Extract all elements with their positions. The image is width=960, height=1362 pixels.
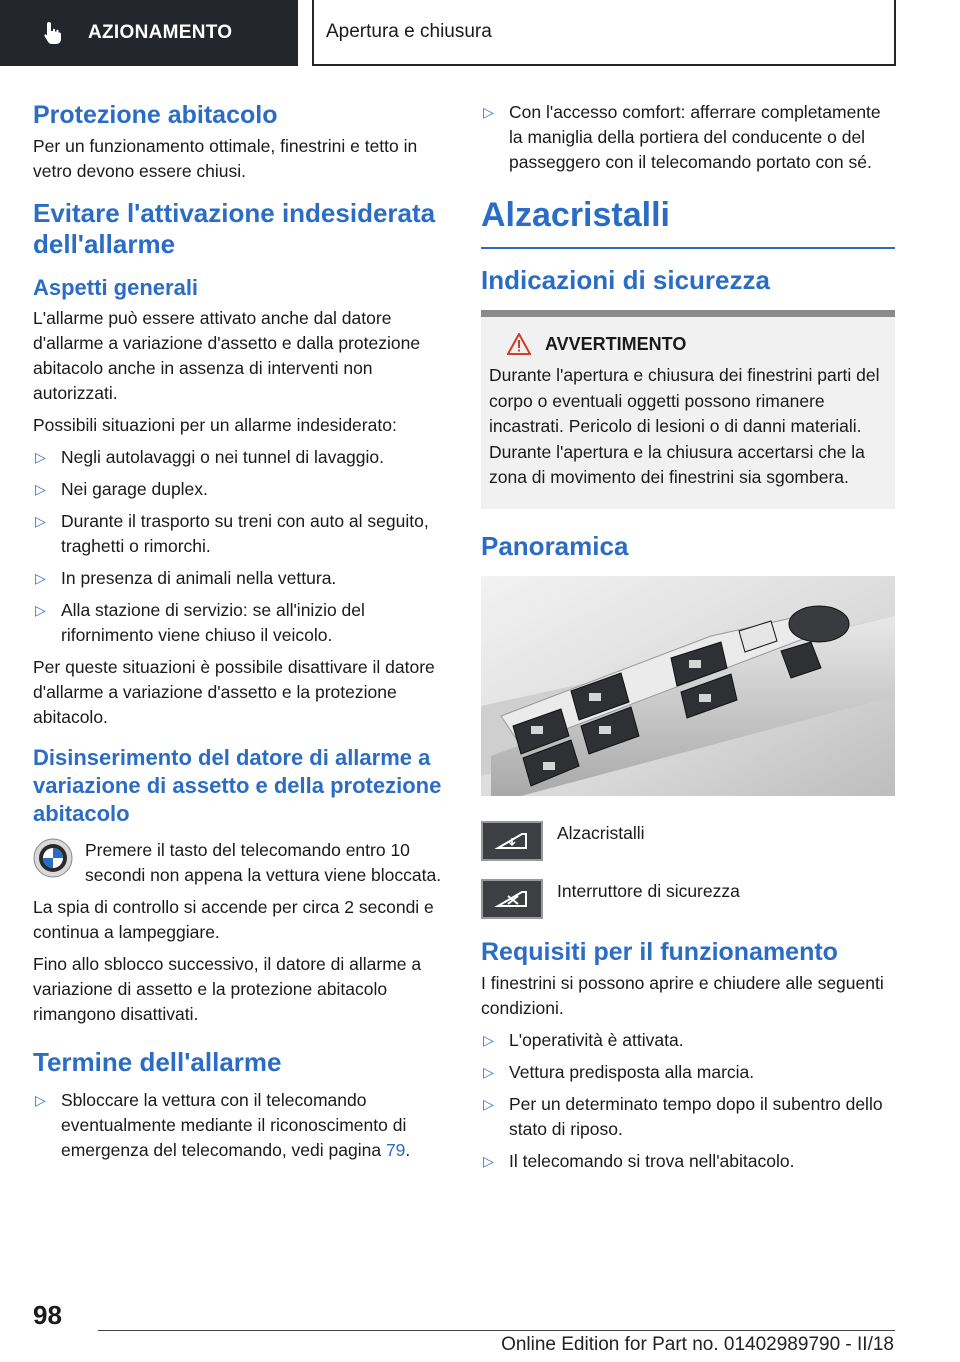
heading-requisiti: Requisiti per il funzionamento — [481, 937, 838, 966]
heading-sicurezza: Indicazioni di sicurezza — [481, 265, 770, 295]
list-item: ▷ Sbloccare la vettura con il telecomando eventualmente mediante il riconoscimento di emergenza del telecomando, vedi pagina 79. — [35, 1090, 411, 1160]
list-item: ▷ L'operatività è attivata. — [481, 1028, 895, 1053]
footer-rule — [98, 1330, 895, 1331]
situations-list — [33, 445, 447, 648]
heading-termine: Termine dell'allarme — [33, 1047, 282, 1077]
triangle-bullet-icon: ▷ — [483, 1095, 494, 1112]
bmw-remote-button-icon — [33, 838, 73, 878]
list-item: ▷ Durante il trasporto su treni con auto al seguito, traghetti o rimorchi. — [35, 511, 429, 556]
heading-evitare: Evitare l'attivazione indesiderata dell'allarme — [33, 198, 436, 259]
triangle-bullet-icon: ▷ — [35, 449, 46, 465]
paragraph: Fino allo sblocco successivo, il datore di allarme a variazione di assetto e la protezione abitacolo rimangono disattivati. — [33, 954, 422, 1024]
conditions-list — [481, 1028, 895, 1174]
paragraph: Per un funzionamento ottimale, finestrini e tetto in vetro devono essere chiusi. — [33, 136, 418, 181]
paragraph: L'allarme può essere attivato anche dal datore d'allarme a variazione d'assetto e dalla protezione abitacolo anche in assenza di interventi non autorizzati. — [33, 308, 421, 403]
heading-rule — [481, 247, 895, 249]
triangle-bullet-icon: ▷ — [483, 1031, 494, 1048]
triangle-bullet-icon: ▷ — [35, 1092, 46, 1108]
list-item: ▷ Vettura predisposta alla marcia. — [481, 1060, 895, 1085]
paragraph: La spia di controllo si accende per circa 2 secondi e continua a lampeggiare. — [33, 897, 434, 942]
heading-disinserimento: Disinserimento del datore di allarme a variazione di assetto e della protezione abitacolo — [33, 745, 442, 826]
warning-text: Durante l'apertura e la chiusura accertarsi che la zona di movimento dei finestrini sia sgombera. — [489, 441, 865, 487]
hand-pointer-icon — [40, 20, 66, 46]
topic-tab — [312, 0, 896, 66]
triangle-bullet-icon: ▷ — [35, 513, 46, 529]
paragraph: Premere il tasto del telecomando entro 10 secondi non appena la vettura viene bloccata. — [85, 840, 442, 885]
paragraph: Possibili situazioni per un allarme indesiderato: — [33, 415, 397, 435]
legend-label: Alzacristalli — [557, 822, 645, 843]
termine-list — [33, 1088, 447, 1163]
remote-instruction — [33, 838, 447, 888]
list-item: ▷ Con l'accesso comfort: afferrare completamente la maniglia della portiera del conducente o del passeggero con il telecomando portato con sé. — [483, 102, 881, 172]
warning-box — [481, 310, 895, 509]
triangle-bullet-icon: ▷ — [483, 1063, 494, 1080]
paragraph: I finestrini si possono aprire e chiudere alle seguenti condizioni. — [481, 972, 884, 1018]
legend-item — [481, 821, 895, 861]
list-item: ▷ Nei garage duplex. — [33, 477, 447, 502]
left-column — [33, 100, 447, 1170]
list-item: ▷ Alla stazione di servizio: se all'inizio del rifornimento viene chiuso il veicolo. — [35, 600, 365, 645]
window-switch-icon — [481, 821, 543, 861]
triangle-bullet-icon: ▷ — [483, 104, 494, 120]
page-link[interactable]: 79 — [385, 1140, 406, 1160]
list-item: ▷ Negli autolavaggi o nei tunnel di lavaggio. — [33, 445, 447, 470]
heading-protezione: Protezione abitacolo — [33, 101, 278, 129]
list-item: ▷ Il telecomando si trova nell'abitacolo. — [481, 1149, 895, 1174]
warning-triangle-icon — [507, 333, 531, 355]
page-number: 98 — [33, 1300, 62, 1330]
heading-alzacristalli: Alzacristalli — [481, 196, 670, 234]
window-switch-panel-photo — [481, 576, 895, 796]
section-title: AZIONAMENTO — [88, 22, 233, 43]
paragraph: Per queste situazioni è possibile disattivare il datore d'allarme a variazione d'assetto e la protezione abitacolo. — [33, 657, 435, 727]
triangle-bullet-icon: ▷ — [35, 570, 46, 586]
list-item: ▷ Per un determinato tempo dopo il subentro dello stato di riposo. — [483, 1093, 883, 1139]
warning-text: Durante l'apertura e chiusura dei finestrini parti del corpo o eventuali oggetti possono rimanere incastrati. Pericolo di lesioni o di danni materiali. — [489, 365, 880, 436]
triangle-bullet-icon: ▷ — [483, 1152, 494, 1169]
triangle-bullet-icon: ▷ — [35, 602, 46, 618]
list-item: ▷ In presenza di animali nella vettura. — [33, 566, 447, 591]
page-header — [0, 0, 960, 66]
section-tab — [0, 0, 298, 66]
right-column — [481, 100, 895, 1181]
comfort-list — [481, 100, 895, 175]
legend-label: Interruttore di sicurezza — [557, 880, 740, 901]
heading-aspetti: Aspetti generali — [33, 275, 199, 300]
triangle-bullet-icon: ▷ — [35, 481, 46, 497]
warning-header — [489, 333, 887, 355]
heading-panoramica: Panoramica — [481, 530, 629, 561]
warning-label: AVVERTIMENTO — [545, 333, 687, 354]
footer-edition: Online Edition for Part no. 01402989790 - II/18 — [501, 1334, 894, 1355]
legend-item — [481, 879, 895, 919]
safety-switch-icon — [481, 879, 543, 919]
topic-title: Apertura e chiusura — [326, 21, 492, 42]
